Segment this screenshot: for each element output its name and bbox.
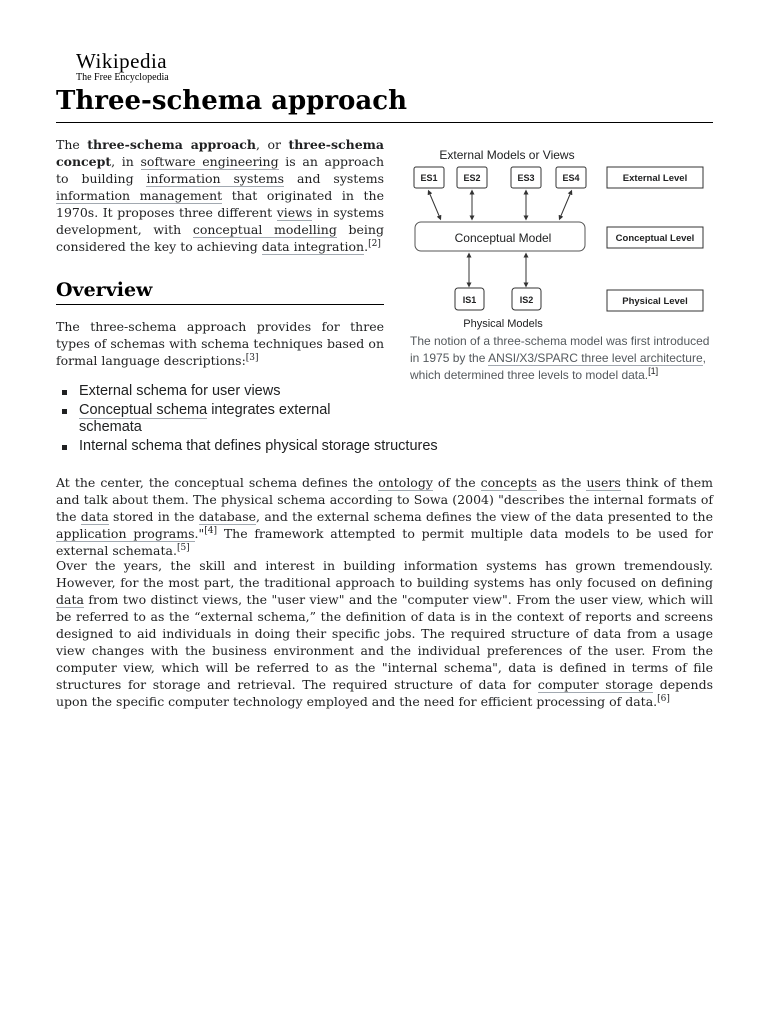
svg-text:ES4: ES4	[562, 173, 580, 183]
external-models-title: External Models or Views	[439, 148, 575, 162]
citation-2[interactable]: [2]	[368, 238, 381, 249]
link-concepts[interactable]: concepts	[480, 475, 538, 490]
level-box-conceptual	[607, 227, 703, 248]
link-views[interactable]: views	[276, 205, 313, 220]
svg-text:Conceptual Level: Conceptual Level	[615, 233, 695, 244]
level-box-external	[607, 167, 703, 188]
logo-wordmark: Wikipedia	[76, 49, 168, 73]
link-data-integration[interactable]: data integration	[261, 239, 365, 254]
citation-1[interactable]: [1]	[648, 366, 659, 376]
schema-list	[62, 383, 438, 457]
paragraph-conceptual-schema: At the center, the conceptual schema defines the ontology of the concepts as the users think of them and talk about them. The physical schema according to Sowa (2004) "describes the internal formats of the data stored in the database, and the external schema defines the view of the data presented to the application programs."[4] The framework attempted to permit multiple data models to be used for external schemata.[5]	[56, 475, 714, 558]
external-box-es4	[556, 167, 586, 188]
list-item: Internal schema that defines physical storage structures	[62, 438, 438, 455]
three-schema-diagram	[410, 142, 716, 332]
external-box-es3	[511, 167, 541, 188]
citation-6[interactable]: [6]	[657, 693, 670, 704]
external-box-es1	[414, 167, 444, 188]
list-item: Conceptual schema integrates external schemata	[62, 402, 379, 436]
svg-text:External Level: External Level	[622, 173, 688, 184]
link-information-management[interactable]: information management	[56, 188, 223, 203]
citation-5[interactable]: [5]	[176, 542, 190, 553]
svg-text:ES3: ES3	[517, 173, 535, 183]
internal-box-is1	[455, 288, 484, 310]
conceptual-model-box	[415, 222, 585, 251]
figure-caption: The notion of a three-schema model was first introduced in 1975 by the ANSI/X3/SPARC three level architecture, which determined three levels to model data.[1]	[410, 334, 710, 382]
link-ontology[interactable]: ontology	[378, 475, 433, 490]
link-conceptual-schema[interactable]: Conceptual schema	[79, 402, 208, 418]
link-computer-storage[interactable]: computer storage	[537, 677, 654, 692]
svg-text:Physical Level: Physical Level	[622, 296, 688, 307]
overview-paragraph: The three-schema approach provides for three types of schemas with schema techniques based on formal language descriptions:[3]	[56, 319, 384, 368]
internal-box-is2	[512, 288, 541, 310]
three-schema-figure[interactable]	[410, 142, 716, 336]
list-item: External schema for user views	[62, 383, 438, 400]
link-software-engineering[interactable]: software engineering	[140, 154, 279, 169]
svg-text:IS1: IS1	[462, 295, 477, 305]
arrow-es4-conceptual	[560, 192, 571, 218]
section-heading-overview: Overview	[56, 276, 384, 305]
external-box-es2	[457, 167, 487, 188]
page-title: Three-schema approach	[56, 82, 713, 123]
link-data[interactable]: data	[80, 509, 109, 524]
citation-4[interactable]: [4]	[204, 525, 217, 536]
link-conceptual-modelling[interactable]: conceptual modelling	[192, 222, 337, 237]
arrow-es1-conceptual	[429, 192, 440, 218]
link-information-systems[interactable]: information systems	[146, 171, 285, 186]
level-box-physical	[607, 290, 703, 311]
link-data-2[interactable]: data	[56, 592, 84, 607]
intro-paragraph: The three-schema approach, or three-schema concept, in software engineering is an approach to building information systems and systems information management that originated in the 1970s. It proposes three different views in systems development, with conceptual modelling being considered the key to achieving data integration.[2]	[56, 137, 384, 254]
svg-text:Conceptual Model: Conceptual Model	[454, 231, 552, 245]
svg-text:IS2: IS2	[519, 295, 534, 305]
physical-models-title: Physical Models	[463, 318, 543, 330]
svg-text:ES1: ES1	[420, 173, 438, 183]
logo-tagline: The Free Encyclopedia	[76, 72, 169, 83]
citation-3[interactable]: [3]	[245, 352, 259, 363]
paragraph-views: Over the years, the skill and interest in building information systems has grown tremendously. However, for the most part, the traditional approach to building systems has only focused on defining data from two distinct views, the "user view" and the "computer view". From the user view, which will be referred to as the “external schema,” the definition of data is in the context of reports and screens designed to aid individuals in doing their specific jobs. The required structure of data from a usage view changes with the business environment and the individual preferences of the user. From the computer view, which will be referred to as the "internal schema", data is defined in terms of file structures for storage and retrieval. The required structure of data for computer storage depends upon the specific computer technology employed and the need for efficient processing of data.[6]	[56, 558, 713, 709]
link-database[interactable]: database	[198, 509, 257, 524]
link-ansi-sparc[interactable]: ANSI/X3/SPARC three level architecture	[488, 351, 703, 365]
svg-text:ES2: ES2	[463, 173, 481, 183]
wikipedia-logo[interactable]	[76, 50, 169, 84]
link-users[interactable]: users	[586, 475, 621, 490]
link-application-programs[interactable]: application programs	[56, 526, 195, 541]
